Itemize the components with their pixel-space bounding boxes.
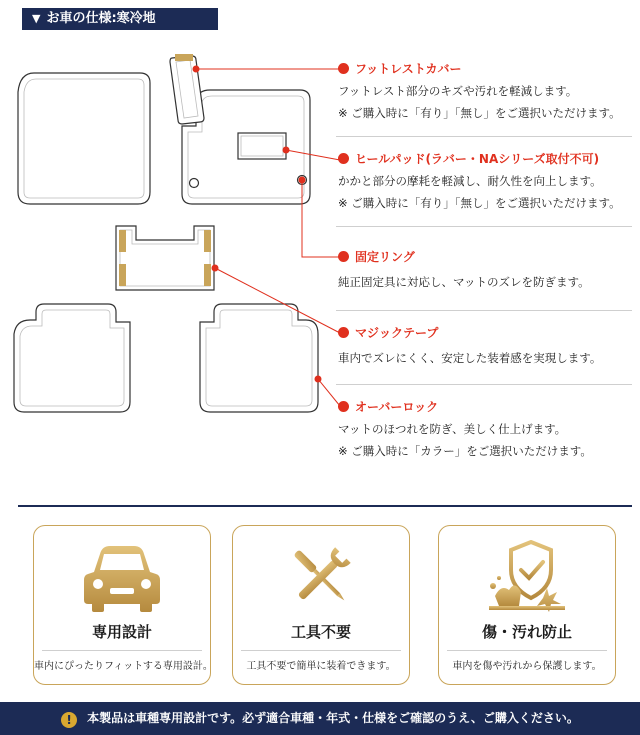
card-no-tools [232, 525, 410, 685]
divider [336, 226, 632, 227]
bullet-icon [338, 327, 349, 338]
feature-title: マジックテープ [355, 326, 439, 340]
card-title: 工具不要 [290, 623, 351, 641]
footrest-tape [175, 54, 193, 61]
heel-pad [238, 133, 286, 159]
mat-rear-center [116, 226, 214, 290]
bullet-icon [338, 401, 349, 412]
section-header-title: お車の仕様:寒冷地 [46, 11, 156, 26]
shield-icon [485, 540, 569, 614]
feature-desc: かかと部分の摩耗を軽減し、耐久性を向上します。 [338, 174, 602, 188]
velcro-tape [204, 264, 211, 286]
mat-front-passenger [18, 73, 150, 204]
feature-note: ※ ご購入時に「有り」「無し」をご選択いただけます。 [338, 196, 621, 210]
card-title: 専用設計 [91, 623, 152, 641]
divider [336, 136, 632, 137]
feature-fixing-ring [338, 249, 634, 293]
card-divider [241, 650, 401, 651]
feature-title: フットレストカバー [355, 62, 462, 76]
warning-icon: ! [61, 712, 77, 728]
card-desc: 車内にぴったりフィットする専用設計。 [34, 661, 213, 672]
tools-icon [286, 540, 356, 614]
card-custom-fit [33, 525, 211, 685]
feature-title: ヒールパッド(ラバー・NAシリーズ取付不可) [355, 152, 600, 166]
card-scratch-protection [438, 525, 616, 685]
mat-rear-right [200, 304, 318, 412]
velcro-tape [119, 230, 126, 252]
card-title: 傷・汚れ防止 [481, 623, 572, 641]
footer-notice [0, 702, 640, 735]
divider [336, 384, 632, 385]
feature-title: オーバーロック [355, 400, 439, 414]
feature-note: ※ ご購入時に「カラー」をご選択いただけます。 [338, 444, 592, 458]
fixing-ring-left [190, 179, 199, 188]
footrest-cover [170, 56, 204, 124]
feature-note: ※ ご購入時に「有り」「無し」をご選択いただけます。 [338, 106, 621, 120]
feature-desc: フットレスト部分のキズや汚れを軽減します。 [338, 84, 578, 98]
card-divider [42, 650, 202, 651]
footer-text: 本製品は車種専用設計です。必ず適合車種・年式・仕様をご確認のうえ、ご購入ください。 [87, 711, 579, 725]
feature-desc: 車内でズレにくく、安定した装着感を実現します。 [338, 351, 602, 365]
feature-desc: 純正固定具に対応し、マットのズレを防ぎます。 [338, 275, 590, 289]
car-icon [80, 540, 164, 614]
card-divider [447, 650, 607, 651]
feature-velcro-tape [338, 325, 634, 369]
section-divider [18, 505, 632, 507]
bullet-icon [338, 251, 349, 262]
feature-footrest-cover [338, 61, 634, 124]
feature-overlock [338, 399, 634, 462]
feature-title: 固定リング [355, 250, 415, 264]
bullet-icon [338, 153, 349, 164]
card-desc: 工具不要で簡単に装着できます。 [246, 661, 396, 672]
triangle-down-icon: ▼ [32, 12, 41, 25]
bullet-icon [338, 63, 349, 74]
mat-rear-left [14, 304, 130, 412]
velcro-tape [119, 264, 126, 286]
card-desc: 車内を傷や汚れから保護します。 [452, 661, 602, 672]
feature-heel-pad [338, 151, 634, 214]
feature-desc: マットのほつれを防ぎ、美しく仕上げます。 [338, 422, 567, 436]
divider [336, 310, 632, 311]
velcro-tape [204, 230, 211, 252]
